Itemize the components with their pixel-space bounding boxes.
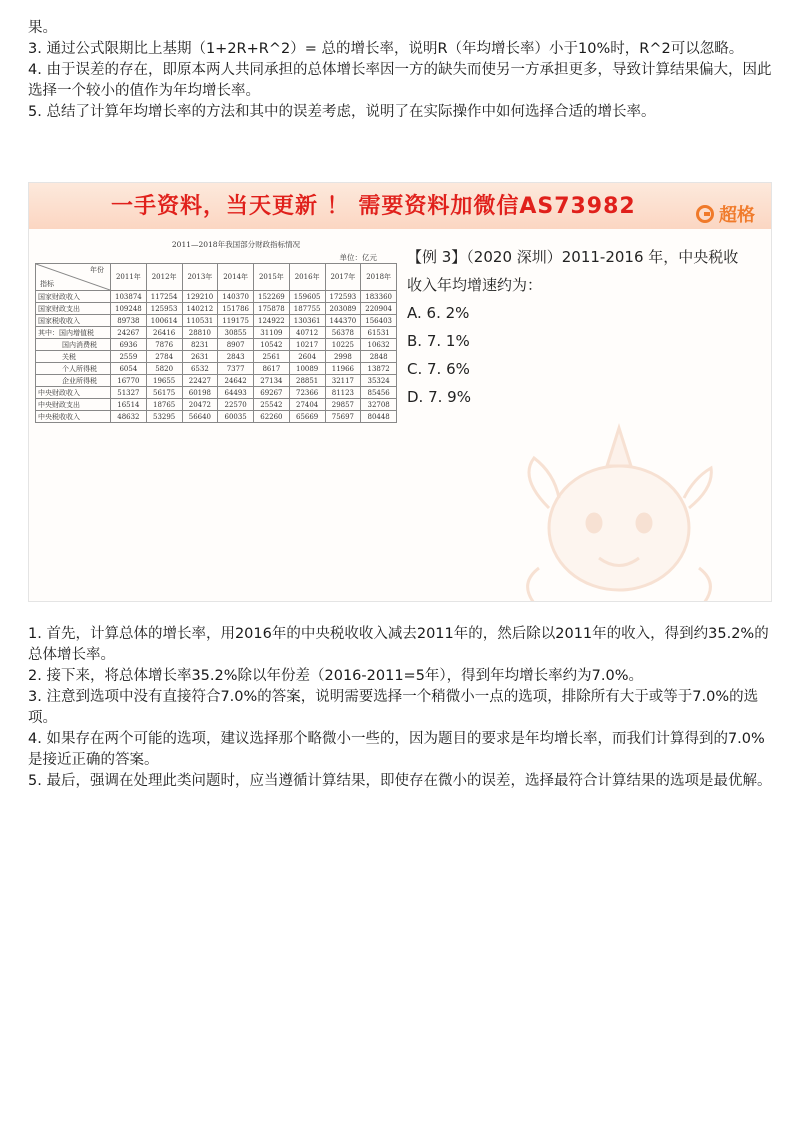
table-cell: 2604: [289, 351, 325, 363]
table-cell: 140370: [218, 291, 254, 303]
table-row: [36, 387, 397, 399]
paragraph: 1. 首先，计算总体的增长率，用2016年的中央税收收入减去2011年的，然后除以2011年的收入，得到约35.2%的总体增长率。: [28, 626, 769, 663]
table-cell: 187755: [289, 303, 325, 315]
table-row: [36, 363, 397, 375]
table-cell: 11966: [325, 363, 361, 375]
table-cell: 20472: [182, 399, 218, 411]
table-row: [36, 327, 397, 339]
table-row: [36, 303, 397, 315]
table-cell: 56378: [325, 327, 361, 339]
year-header: 2013年: [182, 264, 218, 291]
table-cell: 2843: [218, 351, 254, 363]
slide-banner: [29, 183, 771, 229]
table-body: [36, 291, 397, 423]
table-cell: 60198: [182, 387, 218, 399]
table-cell: 32117: [325, 375, 361, 387]
table-cell: 8907: [218, 339, 254, 351]
data-table-figure: [35, 239, 397, 423]
table-cell: 159605: [289, 291, 325, 303]
table-cell: 18765: [146, 399, 182, 411]
table-cell: 19655: [146, 375, 182, 387]
table-cell: 203089: [325, 303, 361, 315]
table-cell: 25542: [254, 399, 290, 411]
table-cell: 16514: [111, 399, 147, 411]
table-title: 2011—2018年我国部分财政指标情况: [171, 240, 301, 249]
table-cell: 10225: [325, 339, 361, 351]
table-cell: 28810: [182, 327, 218, 339]
banner-text: 一手资料，当天更新 ！ 需要资料加微信AS73982: [111, 194, 636, 219]
row-label: 企业所得税: [36, 375, 111, 387]
table-cell: 151786: [218, 303, 254, 315]
table-cell: 2998: [325, 351, 361, 363]
brand-name: 超格: [719, 205, 755, 226]
table-cell: 62260: [254, 411, 290, 423]
option-a: A. 6. 2%: [407, 304, 470, 322]
table-cell: 10632: [361, 339, 397, 351]
table-cell: 2848: [361, 351, 397, 363]
table-cell: 51327: [111, 387, 147, 399]
row-label: 中央财政支出: [36, 399, 111, 411]
table-cell: 80448: [361, 411, 397, 423]
table-corner-cell: [36, 264, 111, 291]
top-explanation: [28, 18, 776, 123]
paragraph: 果。: [28, 20, 57, 36]
table-cell: 10217: [289, 339, 325, 351]
table-cell: 30855: [218, 327, 254, 339]
table-cell: 172593: [325, 291, 361, 303]
table-row: [36, 375, 397, 387]
table-cell: 10542: [254, 339, 290, 351]
paragraph: 3. 注意到选项中没有直接符合7.0%的答案，说明需要选择一个稍微小一点的选项，排除所有大于或等于7.0%的选项。: [28, 689, 759, 726]
table-cell: 183360: [361, 291, 397, 303]
option-c: C. 7. 6%: [407, 360, 470, 378]
table-cell: 124922: [254, 315, 290, 327]
table-cell: 89738: [111, 315, 147, 327]
table-cell: 26416: [146, 327, 182, 339]
paragraph: 3. 通过公式限期比上基期（1+2R+R^2）= 总的增长率，说明R（年均增长率）小于10%时，R^2可以忽略。: [28, 41, 744, 57]
table-cell: 100614: [146, 315, 182, 327]
corner-top-label: 年份: [90, 266, 104, 274]
table-row: [36, 315, 397, 327]
table-cell: 6054: [111, 363, 147, 375]
table-cell: 81123: [325, 387, 361, 399]
table-cell: 75697: [325, 411, 361, 423]
table-cell: 22570: [218, 399, 254, 411]
table-cell: 27134: [254, 375, 290, 387]
table-cell: 8617: [254, 363, 290, 375]
finance-table: [35, 263, 397, 423]
paragraph: 5. 最后，强调在处理此类问题时，应当遵循计算结果，即使存在微小的误差，选择最符合计算结果的选项是最优解。: [28, 773, 772, 789]
table-cell: 5820: [146, 363, 182, 375]
table-row: [36, 339, 397, 351]
table-cell: 140212: [182, 303, 218, 315]
table-cell: 29857: [325, 399, 361, 411]
table-cell: 6532: [182, 363, 218, 375]
option-b: B. 7. 1%: [407, 332, 470, 350]
table-cell: 156403: [361, 315, 397, 327]
question-title: 【例 3】（2020 深圳）2011-2016 年，中央税收收入年均增速约为：: [407, 248, 739, 294]
row-label: 中央税收收入: [36, 411, 111, 423]
row-label: 国家税收收入: [36, 315, 111, 327]
unicorn-mascot-icon: [499, 418, 729, 602]
table-cell: 53295: [146, 411, 182, 423]
year-header: 2015年: [254, 264, 290, 291]
table-row: [36, 411, 397, 423]
table-unit: 单位：亿元: [339, 253, 377, 262]
table-cell: 28851: [289, 375, 325, 387]
table-cell: 117254: [146, 291, 182, 303]
table-cell: 40712: [289, 327, 325, 339]
table-cell: 48632: [111, 411, 147, 423]
table-cell: 13872: [361, 363, 397, 375]
year-header: 2016年: [289, 264, 325, 291]
table-cell: 8231: [182, 339, 218, 351]
brand-g-icon: [696, 205, 714, 223]
table-cell: 64493: [218, 387, 254, 399]
table-cell: 103874: [111, 291, 147, 303]
year-header: 2014年: [218, 264, 254, 291]
row-label: 个人所得税: [36, 363, 111, 375]
table-cell: 24642: [218, 375, 254, 387]
table-cell: 109248: [111, 303, 147, 315]
table-cell: 56640: [182, 411, 218, 423]
table-cell: 60035: [218, 411, 254, 423]
table-cell: 175878: [254, 303, 290, 315]
row-label: 其中：国内增值税: [36, 327, 111, 339]
row-label: 国家财政收入: [36, 291, 111, 303]
table-cell: 22427: [182, 375, 218, 387]
paragraph: 5. 总结了计算年均增长率的方法和其中的误差考虑，说明了在实际操作中如何选择合适的增长率。: [28, 104, 656, 120]
table-cell: 35324: [361, 375, 397, 387]
table-cell: 2561: [254, 351, 290, 363]
table-cell: 130361: [289, 315, 325, 327]
table-cell: 85456: [361, 387, 397, 399]
table-cell: 220904: [361, 303, 397, 315]
table-cell: 7876: [146, 339, 182, 351]
table-cell: 152269: [254, 291, 290, 303]
option-d: D. 7. 9%: [407, 388, 471, 406]
lecture-slide: [28, 182, 772, 602]
table-cell: 27404: [289, 399, 325, 411]
table-cell: 129210: [182, 291, 218, 303]
table-cell: 72366: [289, 387, 325, 399]
row-label: 关税: [36, 351, 111, 363]
bottom-explanation: [28, 624, 776, 792]
paragraph: 2. 接下来，将总体增长率35.2%除以年份差（2016-2011=5年），得到年均增长率约为7.0%。: [28, 668, 644, 684]
table-cell: 69267: [254, 387, 290, 399]
question-block: [407, 243, 747, 411]
paragraph: 4. 如果存在两个可能的选项，建议选择那个略微小一些的，因为题目的要求是年均增长率，而我们计算得到的7.0%是接近正确的答案。: [28, 731, 765, 768]
table-row: [36, 291, 397, 303]
year-header: 2018年: [361, 264, 397, 291]
table-cell: 119175: [218, 315, 254, 327]
table-cell: 110531: [182, 315, 218, 327]
row-label: 国家财政支出: [36, 303, 111, 315]
table-cell: 2784: [146, 351, 182, 363]
paragraph: 4. 由于误差的存在，即原本两人共同承担的总体增长率因一方的缺失而使另一方承担更多，导致计算结果偏大，因此选择一个较小的值作为年均增长率。: [28, 62, 772, 99]
table-cell: 24267: [111, 327, 147, 339]
table-cell: 65669: [289, 411, 325, 423]
table-cell: 144370: [325, 315, 361, 327]
table-cell: 16770: [111, 375, 147, 387]
year-header: 2011年: [111, 264, 147, 291]
row-label: 国内消费税: [36, 339, 111, 351]
table-cell: 125953: [146, 303, 182, 315]
table-row: [36, 351, 397, 363]
table-cell: 10089: [289, 363, 325, 375]
table-cell: 61531: [361, 327, 397, 339]
table-row: [36, 399, 397, 411]
year-header: 2017年: [325, 264, 361, 291]
table-cell: 56175: [146, 387, 182, 399]
corner-bottom-label: 指标: [40, 280, 54, 288]
table-cell: 2559: [111, 351, 147, 363]
table-cell: 7377: [218, 363, 254, 375]
year-header: 2012年: [146, 264, 182, 291]
table-cell: 32708: [361, 399, 397, 411]
table-header-row: [36, 264, 397, 291]
table-cell: 2631: [182, 351, 218, 363]
row-label: 中央财政收入: [36, 387, 111, 399]
table-cell: 6936: [111, 339, 147, 351]
table-cell: 31109: [254, 327, 290, 339]
brand-logo: [696, 201, 755, 227]
